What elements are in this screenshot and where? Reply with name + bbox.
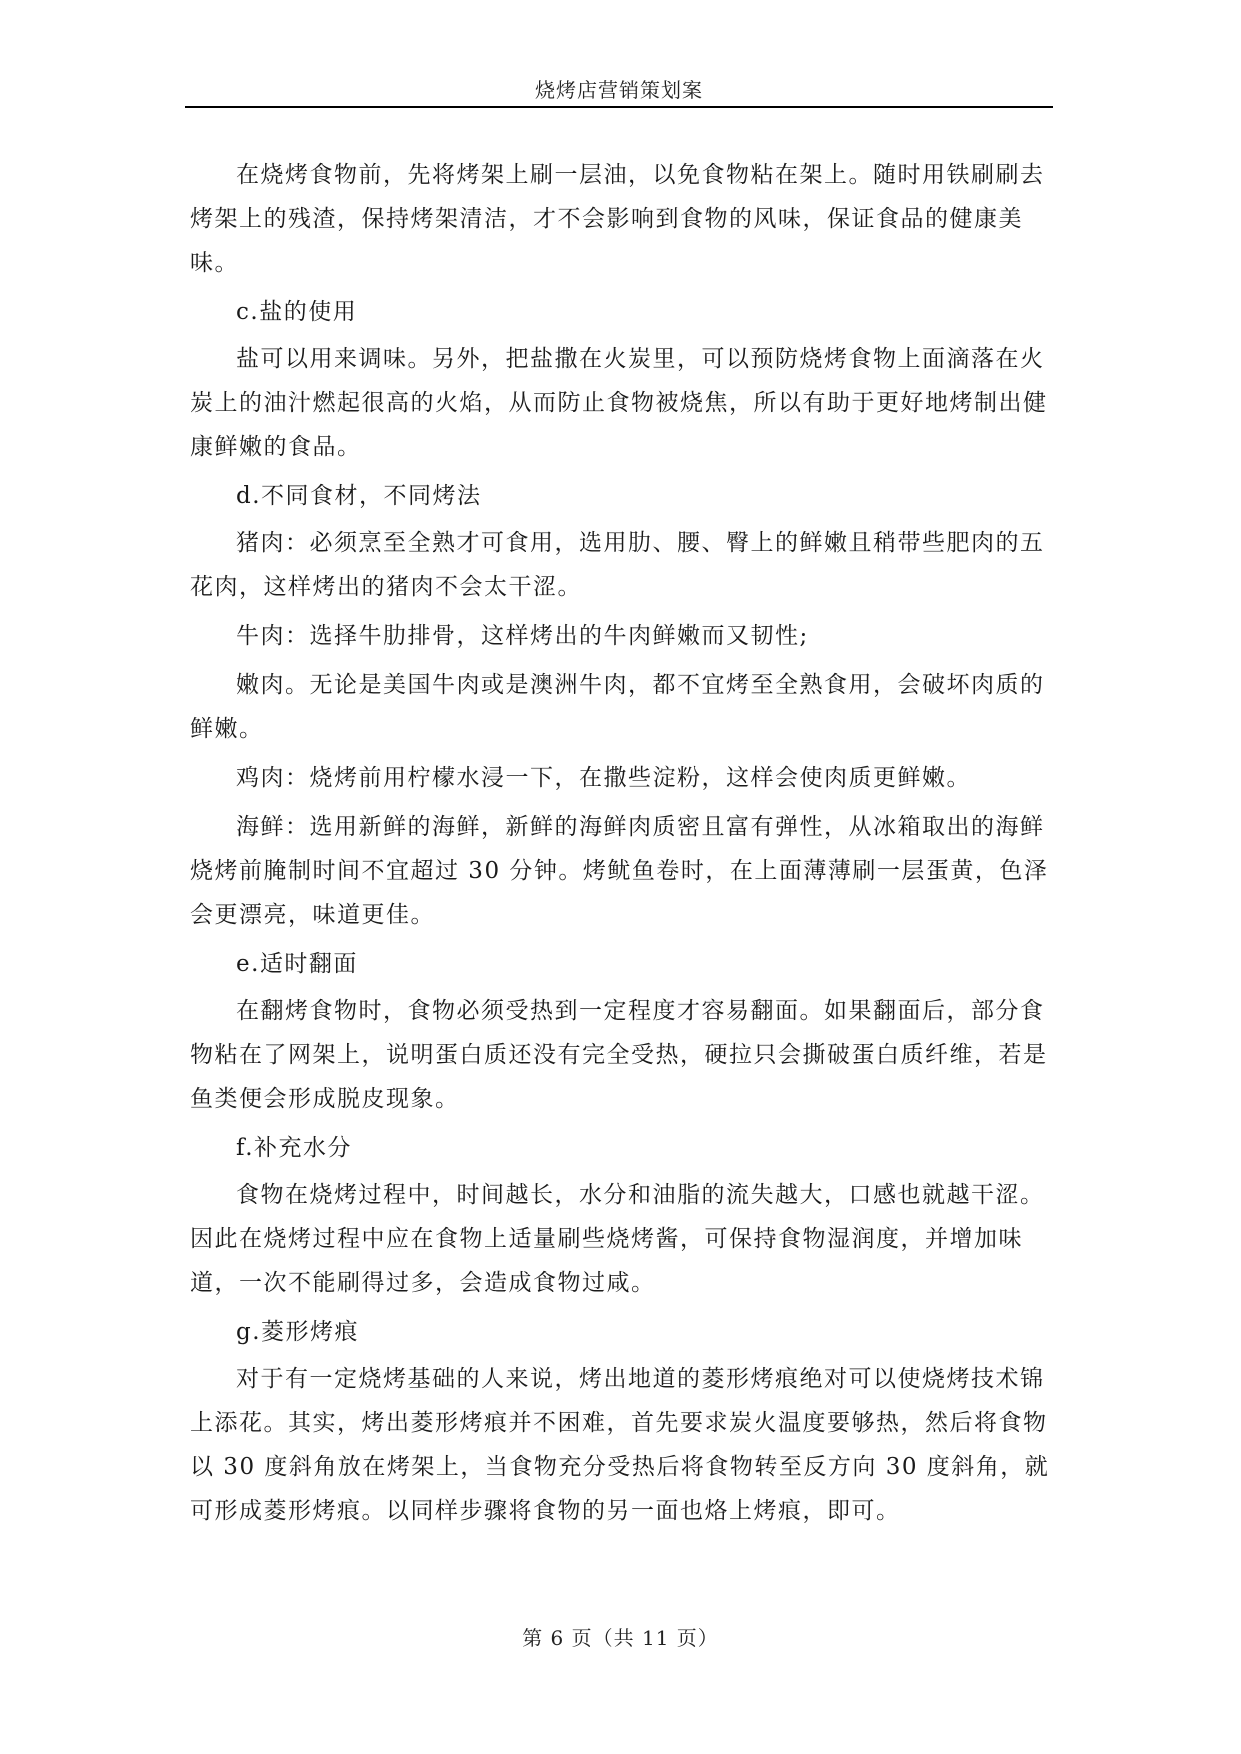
page-header [185, 72, 1053, 108]
paragraph: 在翻烤食物时，食物必须受热到一定程度才容易翻面。如果翻面后，部分食物粘在了网架上，说明蛋白质还没有完全受热，硬拉只会撕破蛋白质纤维，若是鱼类便会形成脱皮现象。 [190, 998, 1048, 1112]
paragraph: 猪肉：必须烹至全熟才可食用，选用肋、腰、臀上的鲜嫩且稍带些肥肉的五花肉，这样烤出的猪肉不会太干涩。 [190, 530, 1045, 600]
document-body [190, 153, 1058, 1538]
paragraph: 牛肉：选择牛肋排骨，这样烤出的牛肉鲜嫩而又韧性; [236, 623, 809, 649]
section-heading: g.菱形烤痕 [236, 1319, 360, 1345]
document-title: 烧烤店营销策划案 [535, 78, 703, 102]
section-heading: d.不同食材，不同烤法 [236, 483, 482, 509]
paragraph: 嫩肉。无论是美国牛肉或是澳洲牛肉，都不宜烤至全熟食用，会破坏肉质的鲜嫩。 [190, 672, 1045, 742]
paragraph: 鸡肉：烧烤前用柠檬水浸一下，在撒些淀粉，这样会使肉质更鲜嫩。 [236, 765, 971, 791]
section-heading: e.适时翻面 [236, 951, 358, 977]
section-heading: f.补充水分 [236, 1135, 353, 1161]
paragraph: 对于有一定烧烤基础的人来说，烤出地道的菱形烤痕绝对可以使烧烤技术锦上添花。其实，烤出菱形烤痕并不困难，首先要求炭火温度要够热，然后将食物以 30 度斜角放在烤架上，当食物充分受热后将食物转至反方向 30 度斜角，就可形成菱形烤痕。以同样步骤将食物的另一面也烙上烤痕，即可。 [190, 1366, 1050, 1524]
page-number: 第 6 页（共 11 页） [522, 1626, 719, 1650]
paragraph: 盐可以用来调味。另外，把盐撒在火炭里，可以预防烧烤食物上面滴落在火炭上的油汁燃起很高的火焰，从而防止食物被烧焦，所以有助于更好地烤制出健康鲜嫩的食品。 [190, 346, 1048, 460]
paragraph: 海鲜：选用新鲜的海鲜，新鲜的海鲜肉质密且富有弹性，从冰箱取出的海鲜烧烤前腌制时间不宜超过 30 分钟。烤鱿鱼卷时，在上面薄薄刷一层蛋黄，色泽会更漂亮，味道更佳。 [190, 814, 1049, 928]
paragraph: 食物在烧烤过程中，时间越长，水分和油脂的流失越大，口感也就越干涩。因此在烧烤过程中应在食物上适量刷些烧烤酱，可保持食物湿润度，并增加味道，一次不能刷得过多，会造成食物过咸。 [190, 1182, 1045, 1296]
section-heading: c.盐的使用 [236, 299, 358, 325]
paragraph: 在烧烤食物前，先将烤架上刷一层油，以免食物粘在架上。随时用铁刷刷去烤架上的残渣，保持烤架清洁，才不会影响到食物的风味，保证食品的健康美味。 [190, 162, 1045, 276]
